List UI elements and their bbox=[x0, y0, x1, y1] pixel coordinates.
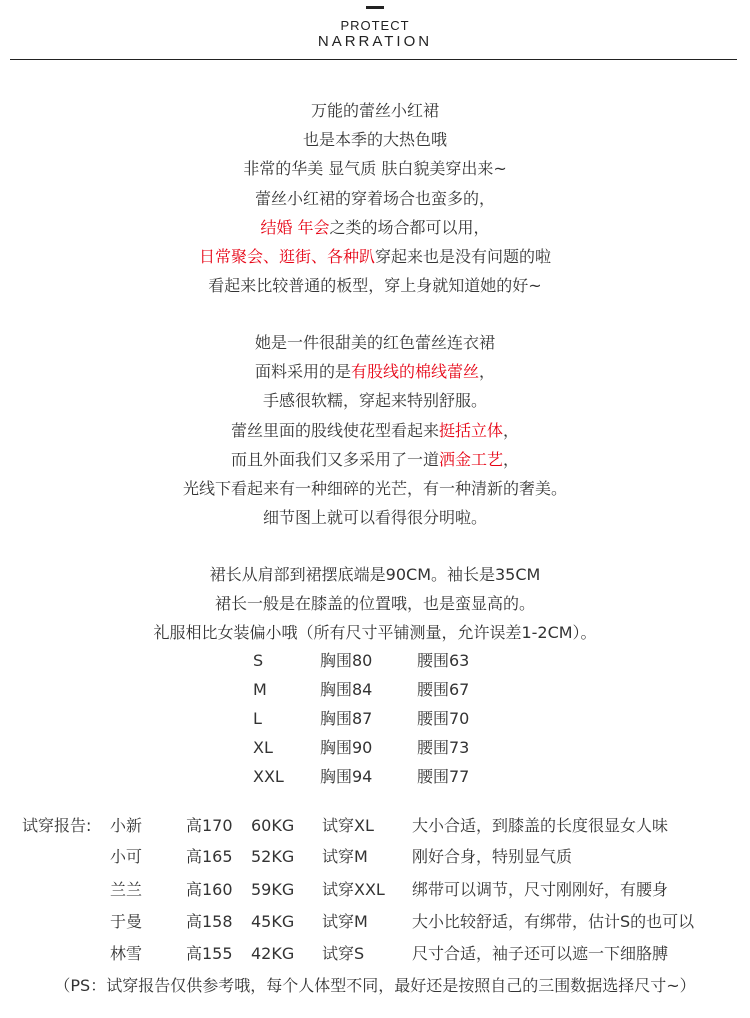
body-text: 蕾丝小红裙的穿着场合也蛮多的， bbox=[254, 188, 495, 208]
tester-size: 试穿XL bbox=[322, 816, 374, 835]
header-divider bbox=[10, 59, 737, 60]
size-waist: 腰围70 bbox=[417, 709, 470, 728]
size-waist: 腰围73 bbox=[417, 738, 470, 757]
intro-line bbox=[0, 276, 750, 296]
body-text: 看起来比较普通的板型，穿上身就知道她的好~ bbox=[208, 276, 542, 296]
fabric-line bbox=[0, 479, 750, 499]
size-bust: 胸围87 bbox=[320, 709, 373, 728]
body-text: 她是一件很甜美的红色蕾丝连衣裙 bbox=[254, 333, 495, 352]
tester-name: 小新 bbox=[110, 816, 143, 835]
report-row bbox=[0, 815, 750, 837]
size-label: XXL bbox=[253, 767, 284, 786]
tester-comment: 大小合适，到膝盖的长度很显女人味 bbox=[412, 816, 669, 835]
body-text: 蕾丝里面的股线使花型看起来 bbox=[230, 420, 439, 440]
body-text: 面料采用的是 bbox=[254, 362, 351, 382]
header-title-line1: PROTECT bbox=[340, 18, 410, 33]
tester-height: 高165 bbox=[186, 847, 233, 866]
highlight-text: 结婚 年会 bbox=[260, 217, 330, 237]
body-text: 之类的场合都可以用， bbox=[329, 217, 490, 237]
tester-size: 试穿S bbox=[322, 944, 365, 963]
report-row bbox=[0, 911, 750, 933]
size-label: S bbox=[253, 651, 264, 670]
tester-comment: 大小比较舒适，有绑带，估计S的也可以 bbox=[412, 912, 695, 931]
size-label: L bbox=[253, 709, 262, 728]
tester-weight: 45KG bbox=[251, 912, 295, 931]
tester-name: 小可 bbox=[110, 847, 143, 866]
body-text: 礼服相比女装偏小哦（所有尺寸平铺测量，允许误差1-2CM）。 bbox=[153, 623, 597, 642]
fabric-line bbox=[0, 333, 750, 353]
header bbox=[0, 0, 750, 62]
intro-line bbox=[0, 189, 750, 209]
tester-weight: 60KG bbox=[251, 816, 295, 835]
ps-note: （PS：试穿报告仅供参考哦，每个人体型不同，最好还是按照自己的三围数据选择尺寸~） bbox=[54, 976, 696, 995]
body-text: 裙长一般是在膝盖的位置哦，也是蛮显高的。 bbox=[214, 594, 535, 613]
highlight-text: 洒金工艺 bbox=[438, 449, 503, 469]
size-bust: 胸围80 bbox=[320, 651, 373, 670]
body-text: ， bbox=[479, 362, 496, 382]
size-row bbox=[0, 708, 750, 730]
tester-size: 试穿M bbox=[322, 847, 368, 866]
size-row bbox=[0, 766, 750, 788]
tester-size: 试穿M bbox=[322, 912, 368, 931]
tester-weight: 42KG bbox=[251, 944, 295, 963]
size-label: M bbox=[253, 680, 267, 699]
size-waist: 腰围67 bbox=[417, 680, 470, 699]
report-row bbox=[0, 846, 750, 868]
tester-comment: 绑带可以调节，尺寸刚刚好，有腰身 bbox=[412, 880, 669, 899]
fabric-line bbox=[0, 508, 750, 528]
tester-comment: 尺寸合适，袖子还可以遮一下细胳膊 bbox=[412, 944, 669, 963]
tester-height: 高170 bbox=[186, 816, 233, 835]
size-row bbox=[0, 650, 750, 672]
body-text: 裙长从肩部到裙摆底端是90CM。袖长是35CM bbox=[209, 565, 541, 584]
highlight-text: 有股线的棉线蕾丝 bbox=[350, 362, 479, 382]
size-row bbox=[0, 679, 750, 701]
tester-weight: 52KG bbox=[251, 847, 295, 866]
body-text: 也是本季的大热色哦 bbox=[302, 130, 447, 150]
tester-name: 林雪 bbox=[110, 944, 143, 963]
tester-weight: 59KG bbox=[251, 880, 295, 899]
body-text: 光线下看起来有一种细碎的光芒，有一种清新的奢美。 bbox=[182, 479, 567, 498]
intro-line bbox=[0, 218, 750, 238]
fabric-line bbox=[0, 362, 750, 382]
body-text: ， bbox=[503, 420, 520, 440]
header-title-line2: NARRATION bbox=[317, 33, 433, 50]
tester-name: 于曼 bbox=[110, 912, 143, 931]
fabric-line bbox=[0, 450, 750, 470]
size-waist: 腰围63 bbox=[417, 651, 470, 670]
report-row bbox=[0, 879, 750, 901]
highlight-text: 日常聚会、逛街、各种趴 bbox=[198, 247, 375, 266]
body-text: 细节图上就可以看得很分明啦。 bbox=[262, 508, 487, 528]
body-text: 而且外面我们又多采用了一道 bbox=[230, 449, 439, 469]
body-text: 穿起来也是没有问题的啦 bbox=[375, 247, 552, 266]
fabric-line bbox=[0, 391, 750, 411]
size-bust: 胸围94 bbox=[320, 767, 373, 786]
intro-line bbox=[0, 130, 750, 150]
size-row bbox=[0, 737, 750, 759]
intro-line bbox=[0, 101, 750, 121]
size-bust: 胸围84 bbox=[320, 680, 373, 699]
highlight-text: 挺括立体 bbox=[438, 420, 503, 440]
tester-comment: 刚好合身，特别显气质 bbox=[412, 847, 573, 866]
measure-line bbox=[0, 565, 750, 585]
report-row bbox=[0, 943, 750, 965]
body-text: 万能的蕾丝小红裙 bbox=[310, 101, 439, 120]
measure-line bbox=[0, 623, 750, 643]
body-text: 手感很软糯，穿起来特别舒服。 bbox=[262, 391, 487, 411]
tester-height: 高155 bbox=[186, 944, 233, 963]
measure-line bbox=[0, 594, 750, 614]
body-text: 非常的华美 显气质 肤白貌美穿出来~ bbox=[243, 159, 507, 179]
body-text: ， bbox=[503, 449, 520, 469]
fabric-line bbox=[0, 421, 750, 441]
tester-height: 高160 bbox=[186, 880, 233, 899]
size-bust: 胸围90 bbox=[320, 738, 373, 757]
intro-line bbox=[0, 247, 750, 267]
report-label: 试穿报告: bbox=[22, 816, 92, 835]
size-waist: 腰围77 bbox=[417, 767, 470, 786]
size-label: XL bbox=[253, 738, 273, 757]
tester-name: 兰兰 bbox=[110, 880, 143, 899]
tester-height: 高158 bbox=[186, 912, 233, 931]
tester-size: 试穿XXL bbox=[322, 880, 385, 899]
intro-line bbox=[0, 159, 750, 179]
header-decor-bar bbox=[366, 6, 384, 9]
